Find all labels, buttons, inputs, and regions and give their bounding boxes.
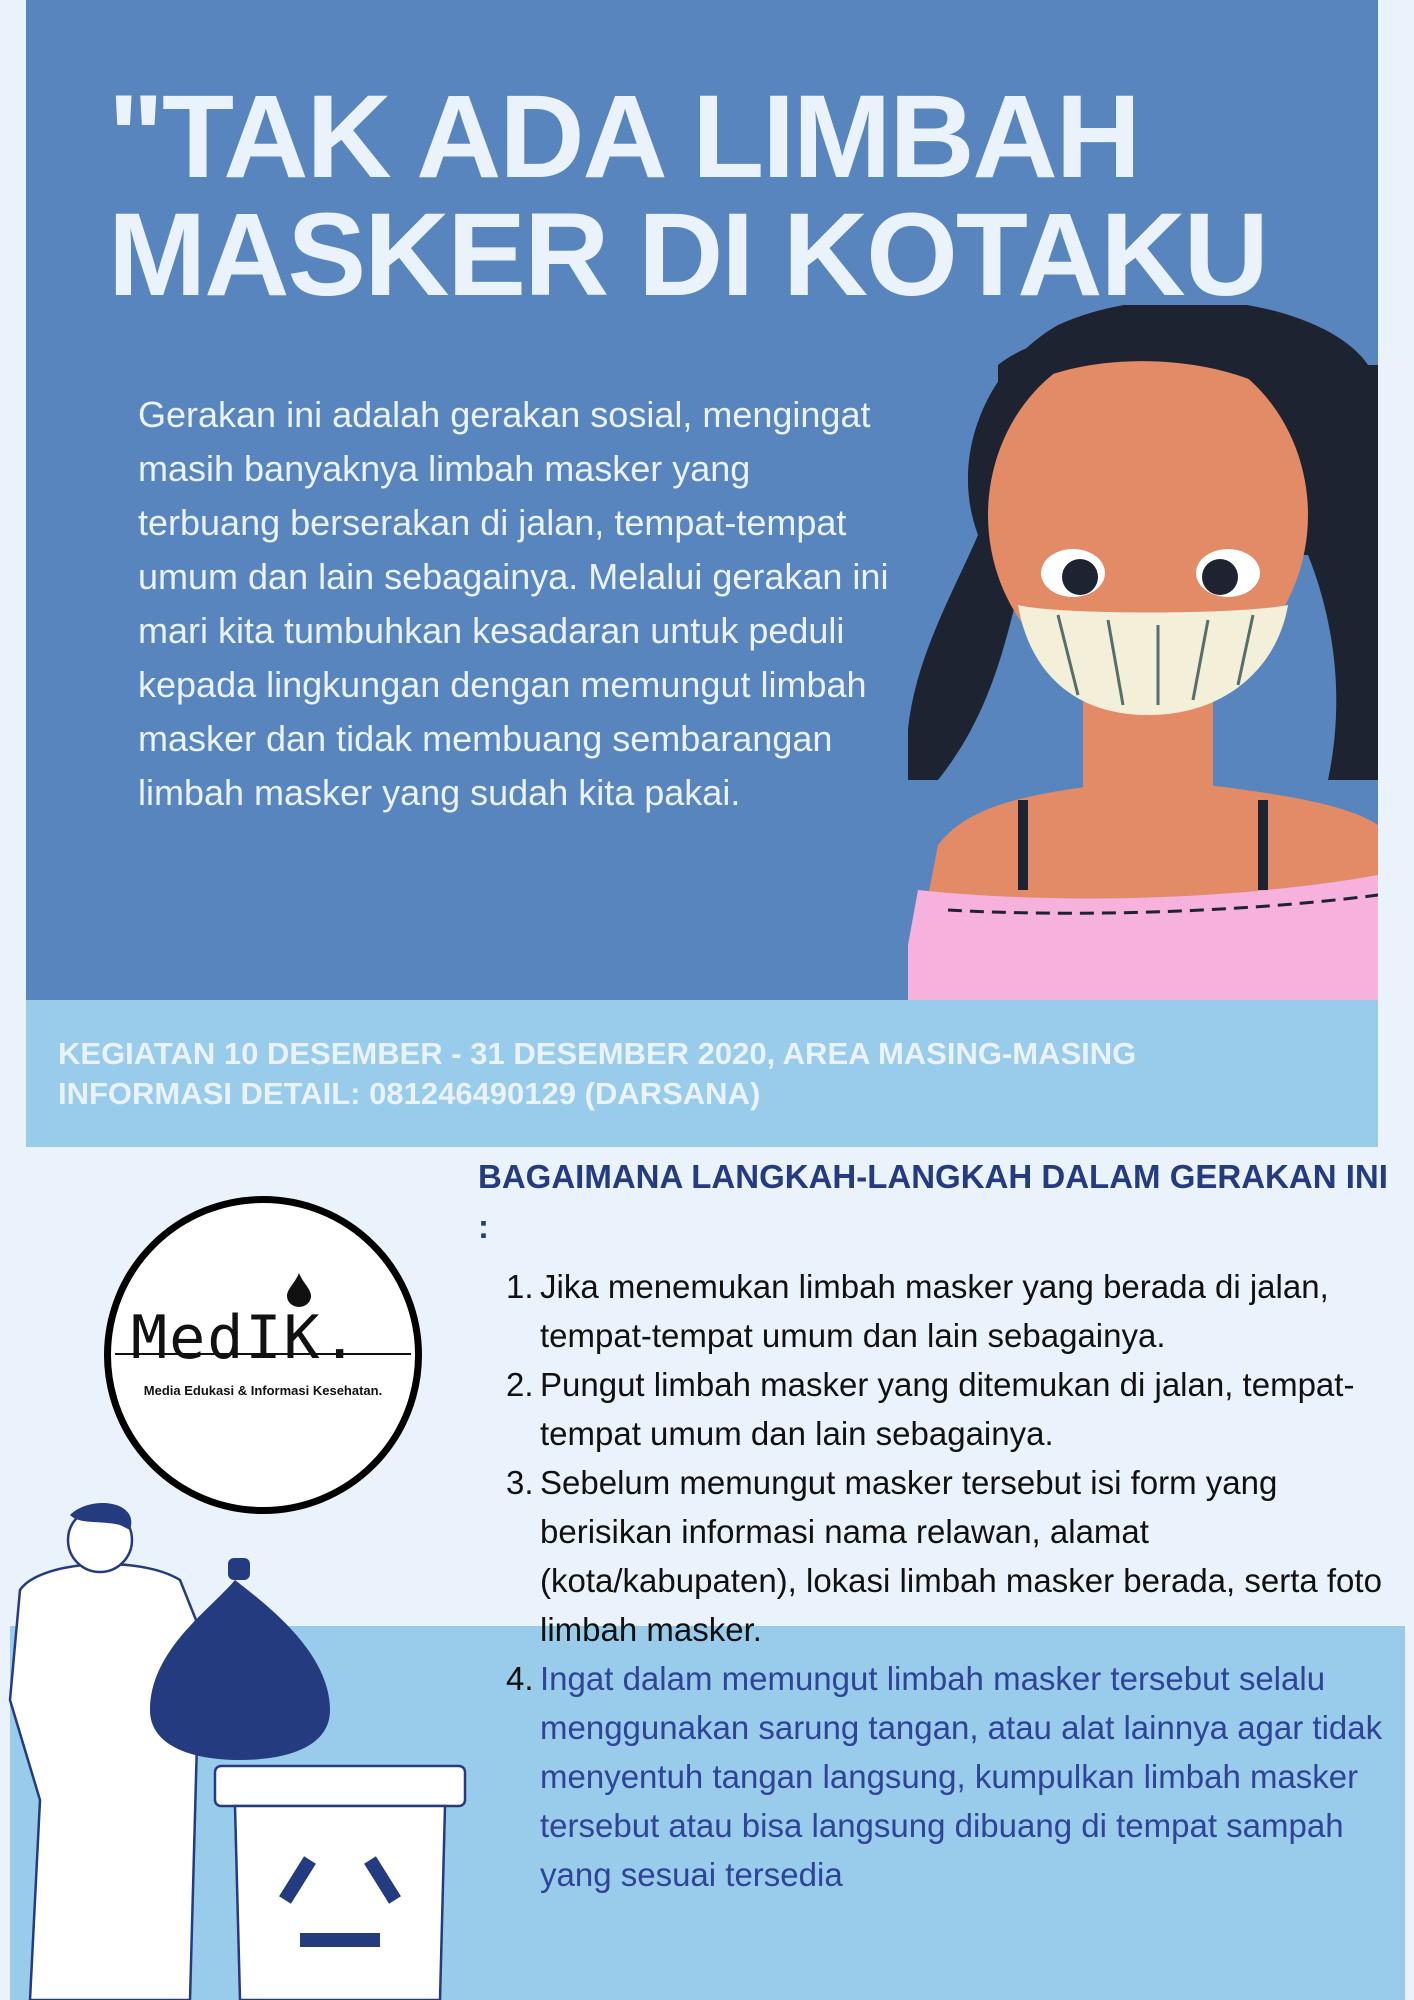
step-text: Sebelum memungut masker tersebut isi form yang berisikan informasi nama relawan, alamat (kota/kabupaten), lokasi limbah masker berada, serta foto limbah masker. (540, 1464, 1382, 1648)
step-number: 2. (506, 1366, 534, 1403)
steps-section (478, 1152, 1388, 1899)
droplet-icon (287, 1273, 311, 1307)
event-info-band (26, 1000, 1378, 1147)
event-dates: KEGIATAN 10 DESEMBER - 31 DESEMBER 2020, AREA MASING-MASING (58, 1036, 1137, 1071)
page-title (108, 71, 1267, 321)
steps-heading: BAGAIMANA LANGKAH-LANGKAH DALAM GERAKAN INI : (478, 1158, 1388, 1245)
logo-tagline: Media Edukasi & Informasi Kesehatan. (143, 1383, 383, 1398)
step-item (478, 1262, 1388, 1360)
hero-panel (26, 0, 1378, 1000)
steps-list (478, 1262, 1388, 1899)
step-number: 4. (506, 1660, 534, 1697)
title-line-1: "TAK ADA LIMBAH (108, 71, 1139, 203)
step-text: Pungut limbah masker yang ditemukan di jalan, tempat-tempat umum dan lain sebagainya. (540, 1366, 1355, 1452)
step-number: 1. (506, 1268, 534, 1305)
step-text: Jika menemukan limbah masker yang berada di jalan, tempat-tempat umum dan lain sebagainya. (540, 1268, 1329, 1354)
intro-text: Gerakan ini adalah gerakan sosial, mengingat masih banyaknya limbah masker yang terbuang berserakan di jalan, tempat-tempat umum dan lain sebagainya. Melalui gerakan ini mari kita tumbuhkan kesadaran untuk peduli kepada lingkungan dengan memungut limbah masker dan tidak membuang sembarangan limbah masker yang sudah kita pakai. (138, 394, 889, 813)
masked-woman-illustration (908, 305, 1378, 1000)
logo-wordmark: MedIK. (131, 1303, 360, 1373)
step-item (478, 1360, 1388, 1458)
step-number: 3. (506, 1464, 534, 1501)
title-line-2: MASKER DI KOTAKU (108, 189, 1267, 321)
step-text: Ingat dalam memungut limbah masker tersebut selalu menggunakan sarung tangan, atau alat lainnya agar tidak menyentuh tangan langsung, kumpulkan limbah masker tersebut atau bisa langsung dibuang di tempat sampah yang sesuai tersedia (540, 1660, 1383, 1893)
step-item (478, 1654, 1388, 1899)
man-with-trash-bag-illustration (0, 1500, 480, 2000)
step-item (478, 1458, 1388, 1654)
contact-info: INFORMASI DETAIL: 081246490129 (DARSANA) (58, 1076, 761, 1111)
medik-logo (104, 1196, 422, 1514)
